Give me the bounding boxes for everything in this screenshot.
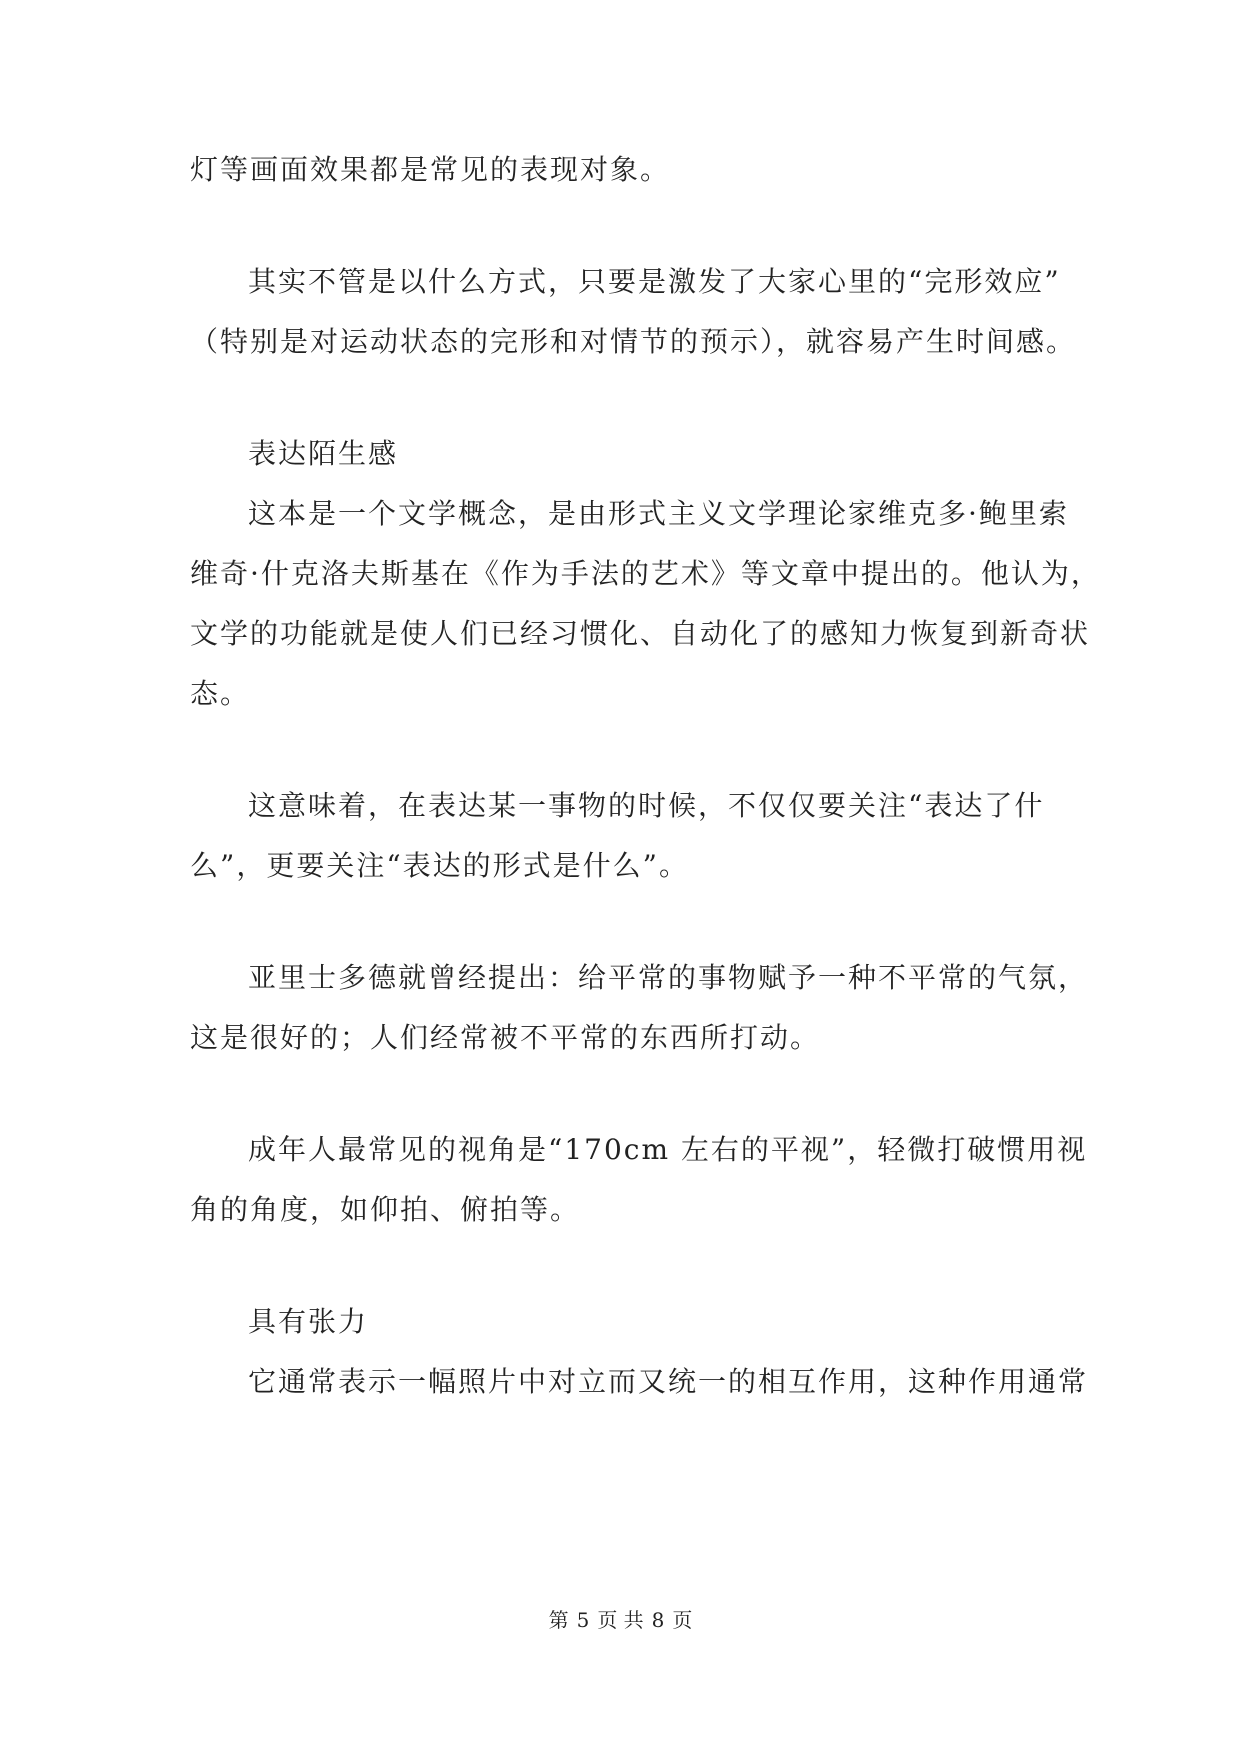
footer-suffix: 页 bbox=[672, 1608, 693, 1632]
footer-page-number: 5 bbox=[576, 1608, 590, 1632]
text-line: 文学的功能就是使人们已经习惯化、自动化了的感知力恢复到新奇状 bbox=[190, 617, 1091, 650]
text-line: （特别是对运动状态的完形和对情节的预示），就容易产生时间感。 bbox=[190, 325, 1077, 358]
text-line: 成年人最常见的视角是“170cm 左右的平视”，轻微打破惯用视 bbox=[248, 1133, 1088, 1166]
text-line: 其实不管是以什么方式，只要是激发了大家心里的“完形效应” bbox=[248, 265, 1061, 298]
text-line: 灯等画面效果都是常见的表现对象。 bbox=[190, 153, 671, 186]
page-footer bbox=[0, 1606, 1241, 1634]
section-heading: 具有张力 bbox=[248, 1305, 369, 1338]
text-line: 么”，更要关注“表达的形式是什么”。 bbox=[190, 849, 689, 882]
text-line: 角的角度，如仰拍、俯拍等。 bbox=[190, 1193, 581, 1226]
footer-total-pages: 8 bbox=[651, 1608, 665, 1632]
text-line: 这意味着，在表达某一事物的时候，不仅仅要关注“表达了什 bbox=[248, 789, 1045, 822]
text-line: 它通常表示一幅照片中对立而又统一的相互作用，这种作用通常 bbox=[248, 1365, 1089, 1398]
text-line: 态。 bbox=[190, 677, 251, 710]
text-line: 维奇·什克洛夫斯基在《作为手法的艺术》等文章中提出的。他认为， bbox=[190, 557, 1101, 590]
footer-middle: 页 共 bbox=[597, 1608, 644, 1632]
text-line: 亚里士多德就曾经提出：给平常的事物赋予一种不平常的气氛， bbox=[248, 961, 1089, 994]
text-line: 这本是一个文学概念，是由形式主义文学理论家维克多·鲍里索 bbox=[248, 497, 1069, 530]
section-heading: 表达陌生感 bbox=[248, 437, 399, 470]
footer-prefix: 第 bbox=[548, 1608, 569, 1632]
text-line: 这是很好的；人们经常被不平常的东西所打动。 bbox=[190, 1021, 821, 1054]
